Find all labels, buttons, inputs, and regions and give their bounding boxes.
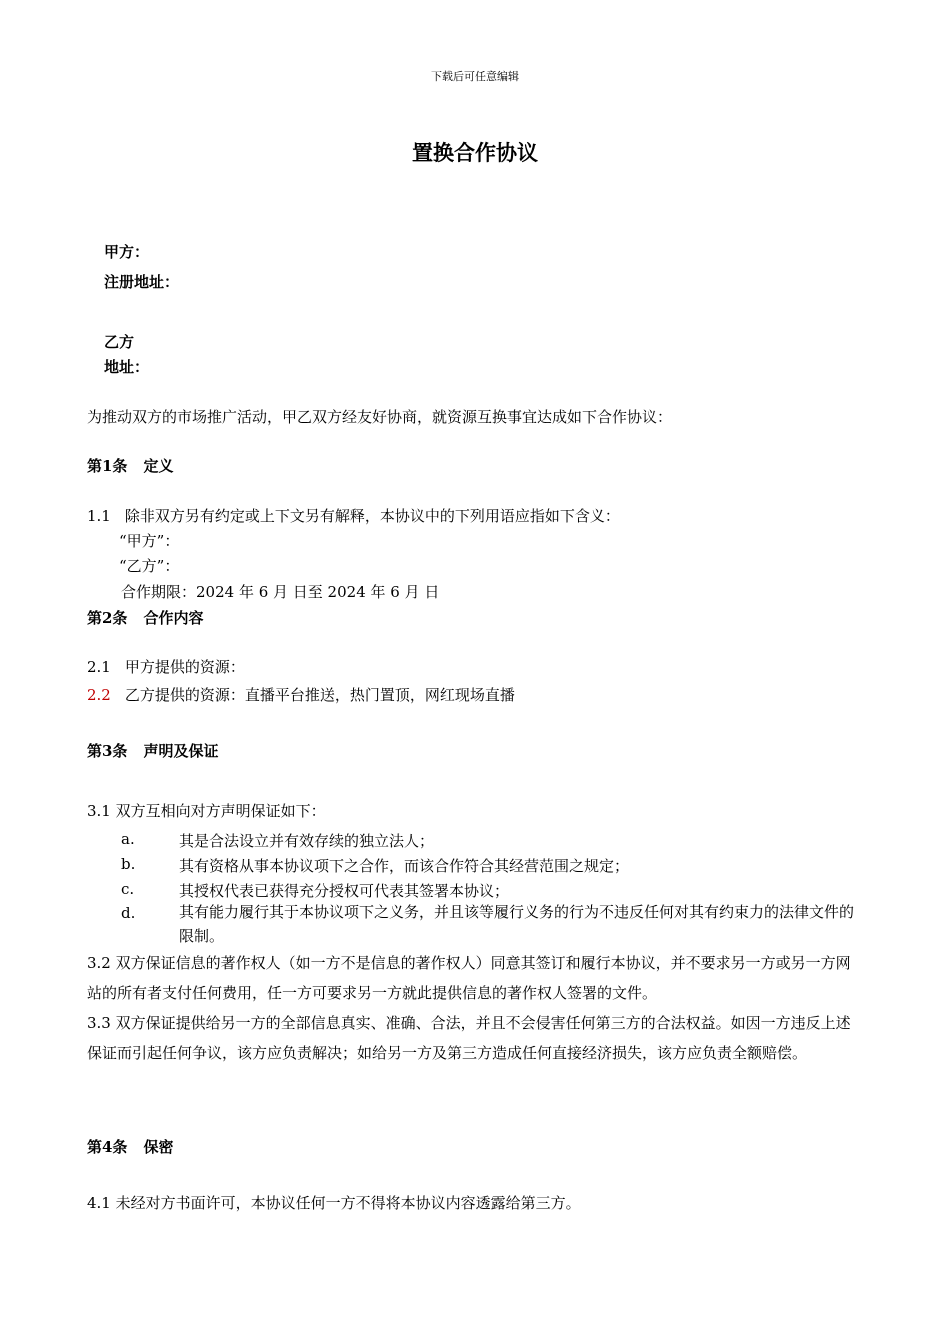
section-title: 声明及保证: [143, 742, 219, 760]
cooperation-period: 合作期限：2024 年 6 月 日至 2024 年 6 月 日: [121, 583, 440, 601]
definition-party-b: “乙方”：: [119, 557, 180, 575]
clause-4-1: 4.1 未经对方书面许可，本协议任何一方不得将本协议内容透露给第三方。: [87, 1194, 581, 1212]
intro-paragraph: 为推动双方的市场推广活动，甲乙双方经友好协商，就资源互换事宜达成如下合作协议：: [87, 408, 673, 426]
clause-text: 甲方提供的资源：: [124, 658, 245, 676]
document-title: 置换合作协议: [412, 140, 538, 165]
clause-2-1: [87, 656, 245, 677]
section-3-heading: [87, 740, 218, 761]
list-item-text: 其有能力履行其于本协议项下之义务，并且该等履行义务的行为不违反任何对其有约束力的法律文件的限制。: [179, 903, 855, 945]
party-b-address-label: 地址：: [104, 358, 150, 376]
clause-1-1: [87, 505, 620, 526]
clause-number: 1.1: [87, 507, 111, 525]
section-number: 第3条: [87, 742, 128, 760]
header-note: 下载后可任意编辑: [431, 70, 519, 83]
list-item-text: 其授权代表已获得充分授权可代表其签署本协议；: [179, 882, 510, 900]
clause-number: 2.2: [87, 686, 111, 704]
section-number: 第4条: [87, 1138, 128, 1156]
section-number: 第1条: [87, 457, 128, 475]
section-4-heading: [87, 1136, 173, 1157]
section-1-heading: [87, 455, 173, 476]
clause-3-1: 3.1 双方互相向对方声明保证如下：: [87, 802, 326, 820]
list-item-letter: c.: [121, 880, 135, 898]
clause-3-3: 3.3 双方保证提供给另一方的全部信息真实、准确、合法，并且不会侵害任何第三方的合法权益。如因一方违反上述保证而引起任何争议，该方应负责解决；如给另一方及第三方造成任何直接经济损失，该方应负责全额赔偿。: [87, 1014, 851, 1062]
clause-number: 2.1: [87, 658, 111, 676]
section-title: 合作内容: [143, 609, 204, 627]
definition-party-a: “甲方”：: [119, 532, 180, 550]
section-number: 第2条: [87, 609, 128, 627]
list-item-letter: d.: [121, 904, 136, 922]
section-title: 定义: [143, 457, 174, 475]
clause-2-2: [87, 684, 515, 705]
party-a-label: 甲方：: [104, 243, 150, 261]
section-title: 保密: [143, 1138, 174, 1156]
clause-text: 乙方提供的资源：直播平台推送，热门置顶，网红现场直播: [124, 686, 515, 704]
clause-text: 除非双方另有约定或上下文另有解释，本协议中的下列用语应指如下含义：: [124, 507, 620, 525]
party-a-address-label: 注册地址：: [104, 273, 180, 291]
clause-3-2: 3.2 双方保证信息的著作权人（如一方不是信息的著作权人）同意其签订和履行本协议，并不要求另一方或另一方网站的所有者支付任何费用，任一方可要求另一方就此提供信息的著作权人签署的文件。: [87, 954, 851, 1002]
party-b-label: 乙方: [104, 333, 135, 351]
list-item-text: 其有资格从事本协议项下之合作，而该合作符合其经营范围之规定；: [179, 857, 630, 875]
list-item-letter: a.: [121, 830, 135, 848]
list-item-letter: b.: [121, 855, 136, 873]
section-2-heading: [87, 607, 203, 628]
list-item-text: 其是合法设立并有效存续的独立法人；: [179, 832, 435, 850]
